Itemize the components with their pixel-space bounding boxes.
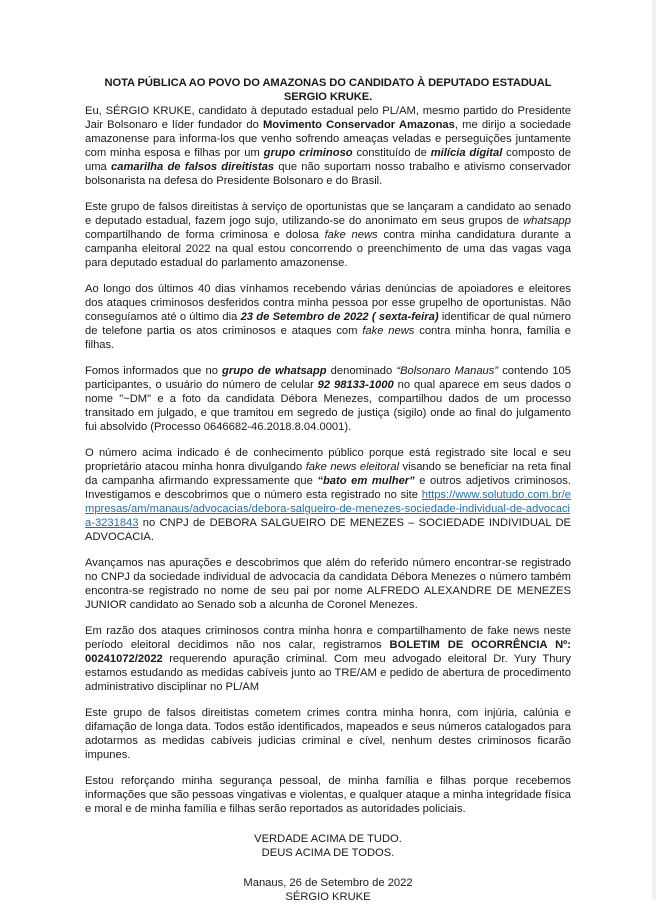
document-title: NOTA PÚBLICA AO POVO DO AMAZONAS DO CANDIDATO À DEPUTADO ESTADUAL SERGIO KRUKE.: [104, 77, 552, 103]
text: que não suportam nosso trabalho e ativismo conservador bolsonarista na defesa do Presidente Bolsonaro e do Brasil.: [85, 161, 572, 187]
paragraph-7: [85, 624, 571, 694]
solutudo-link[interactable]: https://www.solutudo.com.br/empresas/am/manaus/advocacias/debora-salgueiro-de-menezes-sociedade-individual-de-advocacia-3231843: [85, 489, 571, 529]
text: Ao longo dos últimos 40 dias vínhamos recebendo várias denúncias de apoiadores e eleitores dos ataques criminosos desferidos contra minha pessoa por esse grupelho de oportunistas. Não conseguíamos até o último dia: [85, 283, 571, 323]
italic-text: fake news: [362, 325, 415, 337]
paragraph-5: [85, 446, 571, 544]
italic-text: fake news eleitoral: [305, 461, 400, 473]
paragraph-9: Estou reforçando minha segurança pessoal, de minha família e filhas porque recebemos informações que são pessoas vingativas e violentas, e qualquer ataque a minha integridade física e moral e de minha família e filhas serão reportados as autoridades policiais.: [85, 775, 571, 815]
paragraph-3: [85, 282, 571, 352]
bold-italic-text: “bato em mulher”: [317, 475, 415, 487]
text: no CNPJ de DEBORA SALGUEIRO DE MENEZES – SOCIEDADE INDIVIDUAL DE ADVOCACIA.: [85, 517, 571, 543]
text: , me dirijo a sociedade amazonense para informa-los que venho sofrendo ameaças veladas e perseguições juntamente com minha esposa e filhas por um: [85, 119, 572, 159]
signature-name: SÉRGIO KRUKE: [285, 891, 371, 903]
bold-italic-text: 23 de Setembro de 2022 ( sexta-feira): [240, 311, 439, 323]
text: Eu, SÉRGIO KRUKE, candidato à deputado estadual pelo PL/AM, mesmo partido do Presidente Jair Bolsonaro e líder fundador do: [85, 105, 571, 131]
text: denominado: [326, 365, 397, 377]
italic-text: “Bolsonaro Manaus”: [396, 365, 499, 377]
text: requerendo apuração criminal. Com meu advogado eleitoral Dr. Yury Thury estamos estudando as medidas cabíveis junto ao TRE/AM e pedido de abertura de procedimento administrativo disciplinar no PL/AM: [85, 653, 571, 693]
document-page: [85, 76, 571, 904]
page-edge-shadow: [652, 0, 656, 900]
bold-text: Movimento Conservador Amazonas: [262, 119, 455, 131]
text: no qual aparece em seus dados o nome "~DM" e a foto da candidata Débora Menezes, compartilhou dados de um processo transitado em julgado, e que tramitou em segredo de justiça (sigilo) onde ao final do julgamento fui absolvido (Processo 0646682-46.2018.8.04.0001).: [85, 379, 571, 433]
bold-italic-text: grupo criminoso: [263, 147, 353, 159]
text: e outros adjetivos criminosos. Investigamos e descobrimos que o número esta registrado no site: [85, 475, 571, 501]
closing-line-1: VERDADE ACIMA DE TUDO.: [254, 833, 402, 845]
paragraph-2: [85, 200, 571, 270]
place-date: Manaus, 26 de Setembro de 2022: [243, 877, 413, 889]
text: contendo 105 participantes, o usuário do número de celular: [85, 365, 571, 391]
italic-text: fake news: [324, 229, 378, 241]
bold-italic-text: grupo de whatsapp: [222, 365, 327, 377]
bold-italic-text: camarilha de falsos direitistas: [111, 161, 275, 173]
text: visando se beneficiar na reta final da campanha afirmando expressamente que: [85, 461, 571, 487]
text: Este grupo de falsos direitistas à serviço de oportunistas que se lançaram a candidato ao senado e deputado estadual, fazem jogo sujo, utilizando-se do anonimato em seus grupos de: [85, 201, 571, 227]
paragraph-4: [85, 364, 571, 434]
bold-italic-text: milícia digital: [430, 147, 503, 159]
bold-text: BOLETIM DE OCORRÊNCIA Nº: 00241072/2022: [85, 639, 571, 665]
closing-line-2: DEUS ACIMA DE TODOS.: [261, 847, 395, 859]
text: compartilhando de forma criminosa e dolosa: [85, 229, 325, 241]
paragraph-8: Este grupo de falsos direitistas cometem crimes contra minha honra, com injúria, calúnia e difamação de longa data. Todos estão identificados, mapeados e seus números catalogados para adotarmos as medidas cabíveis judicias criminal e cível, nenhum destes criminosos ficarão impunes.: [85, 707, 571, 761]
text: constituído de: [352, 147, 431, 159]
text: O número acima indicado é de conhecimento público porque está registrado site local e seu proprietário atacou minha honra divulgando: [85, 447, 571, 473]
paragraph-1: [85, 104, 571, 188]
text: Em razão dos ataques criminosos contra minha honra e compartilhamento de fake news neste período eleitoral decidimos não nos calar, registramos: [85, 625, 571, 651]
text: identificar de qual número de telefone partia os atos criminosos e ataques com: [85, 311, 571, 337]
text: contra minha candidatura durante a campanha eleitoral 2022 na qual estou concorrendo o preenchimento de uma das vagas vaga para deputado estadual do parlamento amazonense.: [85, 229, 571, 269]
closing-block: [85, 832, 571, 860]
text: Fomos informados que no: [85, 365, 223, 377]
paragraph-6: Avançamos nas apurações e descobrimos que além do referido número encontrar-se registrado no CNPJ da sociedade individual de advocacia da candidata Débora Menezes o número também encontra-se registrado no nome de seu pai por nome ALFREDO ALEXANDRE DE MENEZES JUNIOR candidato ao Senado sob a alcunha de Coronel Menezes.: [85, 557, 571, 611]
text: composto de uma: [85, 147, 571, 173]
phone-number: 92 98133-1000: [317, 379, 394, 391]
text: contra minha honra, família e filhas.: [85, 325, 571, 351]
italic-text: whatsapp: [523, 215, 571, 227]
